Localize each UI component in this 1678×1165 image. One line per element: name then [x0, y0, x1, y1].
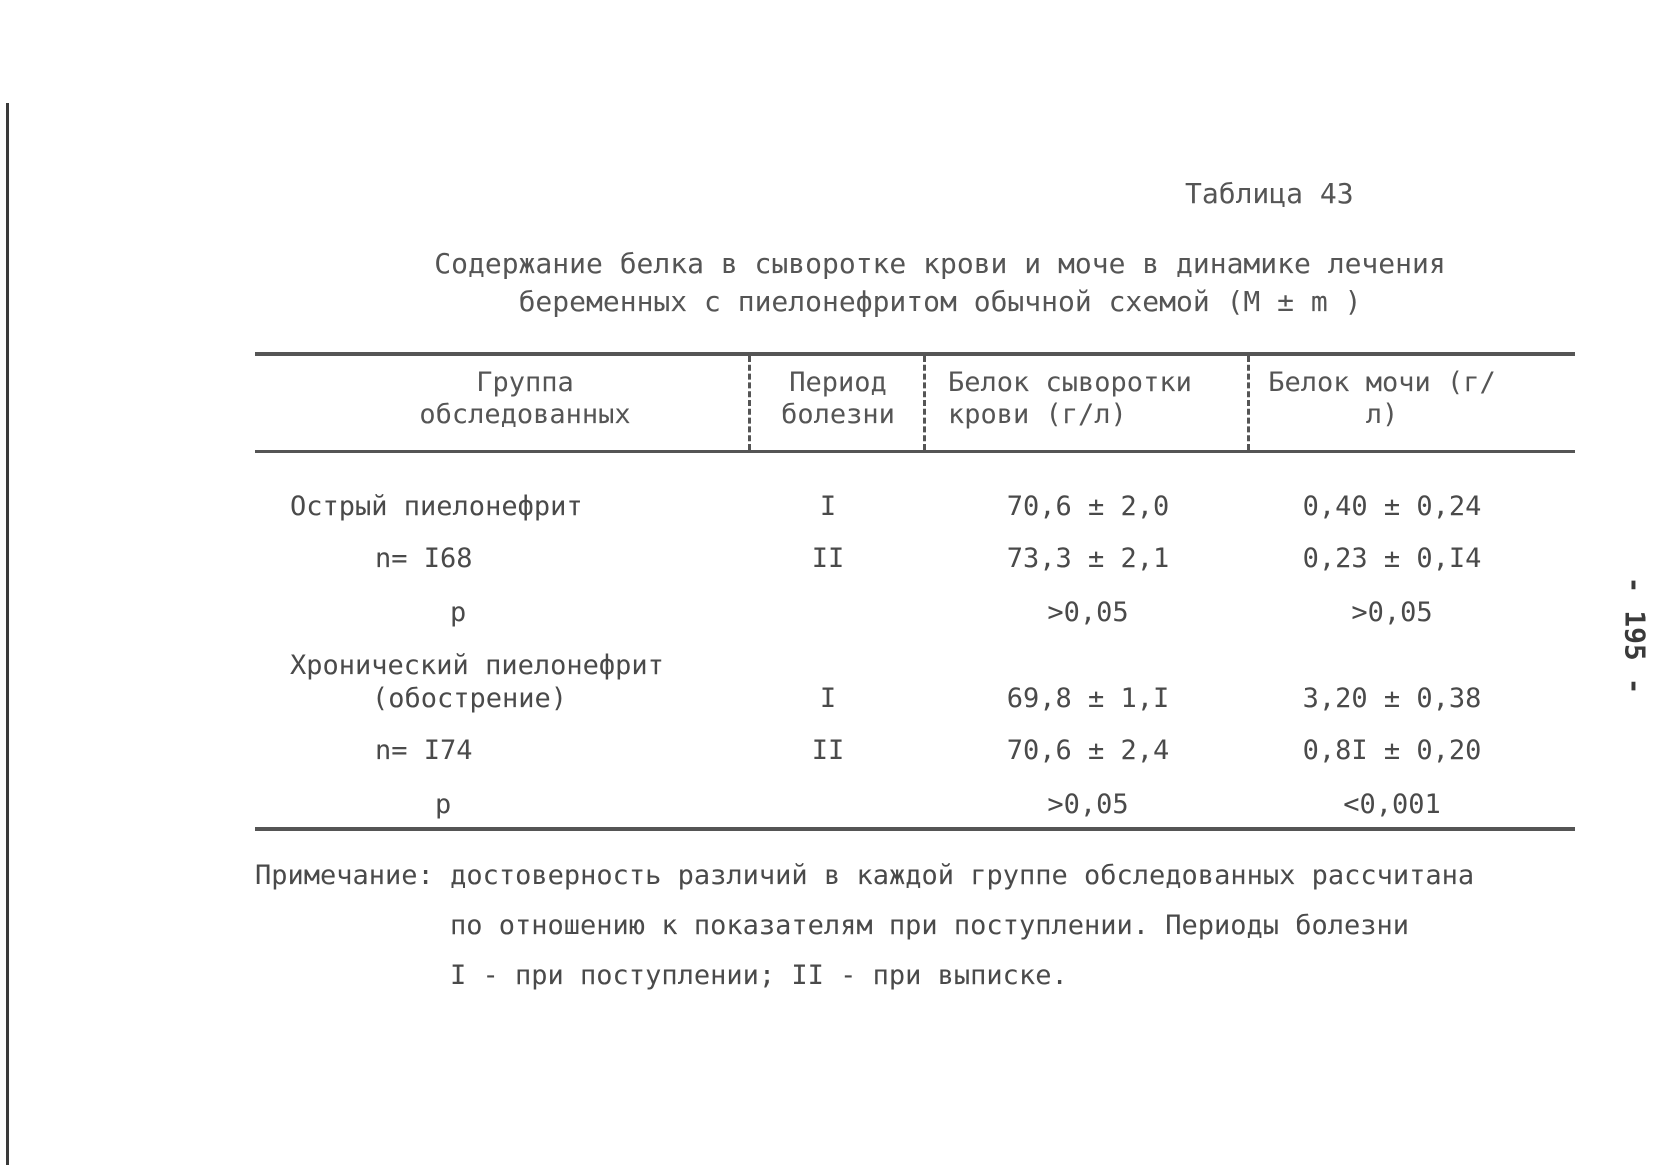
- table-label: Таблица 43: [1185, 177, 1354, 210]
- chronic-urine-1: 3,20 ± 0,38: [1302, 683, 1482, 714]
- table-bottom-rule: [255, 827, 1575, 831]
- acute-urine-p: >0,05: [1351, 597, 1433, 628]
- acute-urine-2: 0,23 ± 0,I4: [1302, 543, 1482, 574]
- chronic-serum-2: 70,6 ± 2,4: [1006, 735, 1170, 766]
- acute-period-2: II: [811, 543, 845, 574]
- header-urine-protein: Белок мочи (г/л): [1268, 367, 1496, 430]
- chronic-urine-p: <0,001: [1343, 789, 1441, 820]
- acute-serum-2: 73,3 ± 2,1: [1006, 543, 1170, 574]
- page-number-text: - 195 -: [1618, 575, 1652, 695]
- group-acute-label: Острый пиелонефрит: [290, 491, 583, 522]
- chronic-urine-2: 0,8I ± 0,20: [1302, 735, 1482, 766]
- group-chronic-p-label: p: [435, 789, 452, 820]
- chronic-period-2: II: [811, 735, 845, 766]
- chronic-period-1: I: [819, 683, 837, 714]
- table-top-rule: [255, 352, 1575, 356]
- table-header-rule: [255, 450, 1575, 453]
- column-separator: [923, 356, 926, 450]
- group-acute-p-label: p: [450, 597, 467, 628]
- acute-urine-1: 0,40 ± 0,24: [1302, 491, 1482, 522]
- group-chronic-n: n= I74: [375, 735, 473, 766]
- header-period: Период болезни: [781, 367, 895, 430]
- chronic-serum-1: 69,8 ± 1,I: [1006, 683, 1170, 714]
- caption-line-2: беременных с пиелонефритом обычной схемой (М ± m ): [518, 285, 1362, 318]
- page-number: [1615, 570, 1655, 700]
- note-line-1: Примечание: достоверность различий в каждой группе обследованных рассчитана: [255, 860, 1475, 891]
- margin-line: [6, 103, 9, 1165]
- table-caption: [420, 245, 1460, 321]
- note-line-2: по отношению к показателям при поступлении. Периоды болезни: [450, 910, 1410, 941]
- acute-serum-p: >0,05: [1047, 597, 1129, 628]
- column-separator: [1247, 356, 1250, 450]
- chronic-serum-p: >0,05: [1047, 789, 1129, 820]
- column-separator: [748, 356, 751, 450]
- header-group: Группа обследованных: [419, 367, 631, 430]
- note-line-3: I - при поступлении; II - при выписке.: [450, 960, 1068, 991]
- acute-serum-1: 70,6 ± 2,0: [1006, 491, 1170, 522]
- group-chronic-label: Хронический пиелонефрит: [290, 650, 664, 681]
- group-chronic-sublabel: (обострение): [372, 683, 568, 714]
- group-acute-n: n= I68: [375, 543, 473, 574]
- acute-period-1: I: [819, 491, 837, 522]
- header-serum-protein: Белок сыворотки крови (г/л): [948, 367, 1192, 430]
- caption-line-1: Содержание белка в сыворотке крови и моче в динамике лечения: [434, 247, 1446, 280]
